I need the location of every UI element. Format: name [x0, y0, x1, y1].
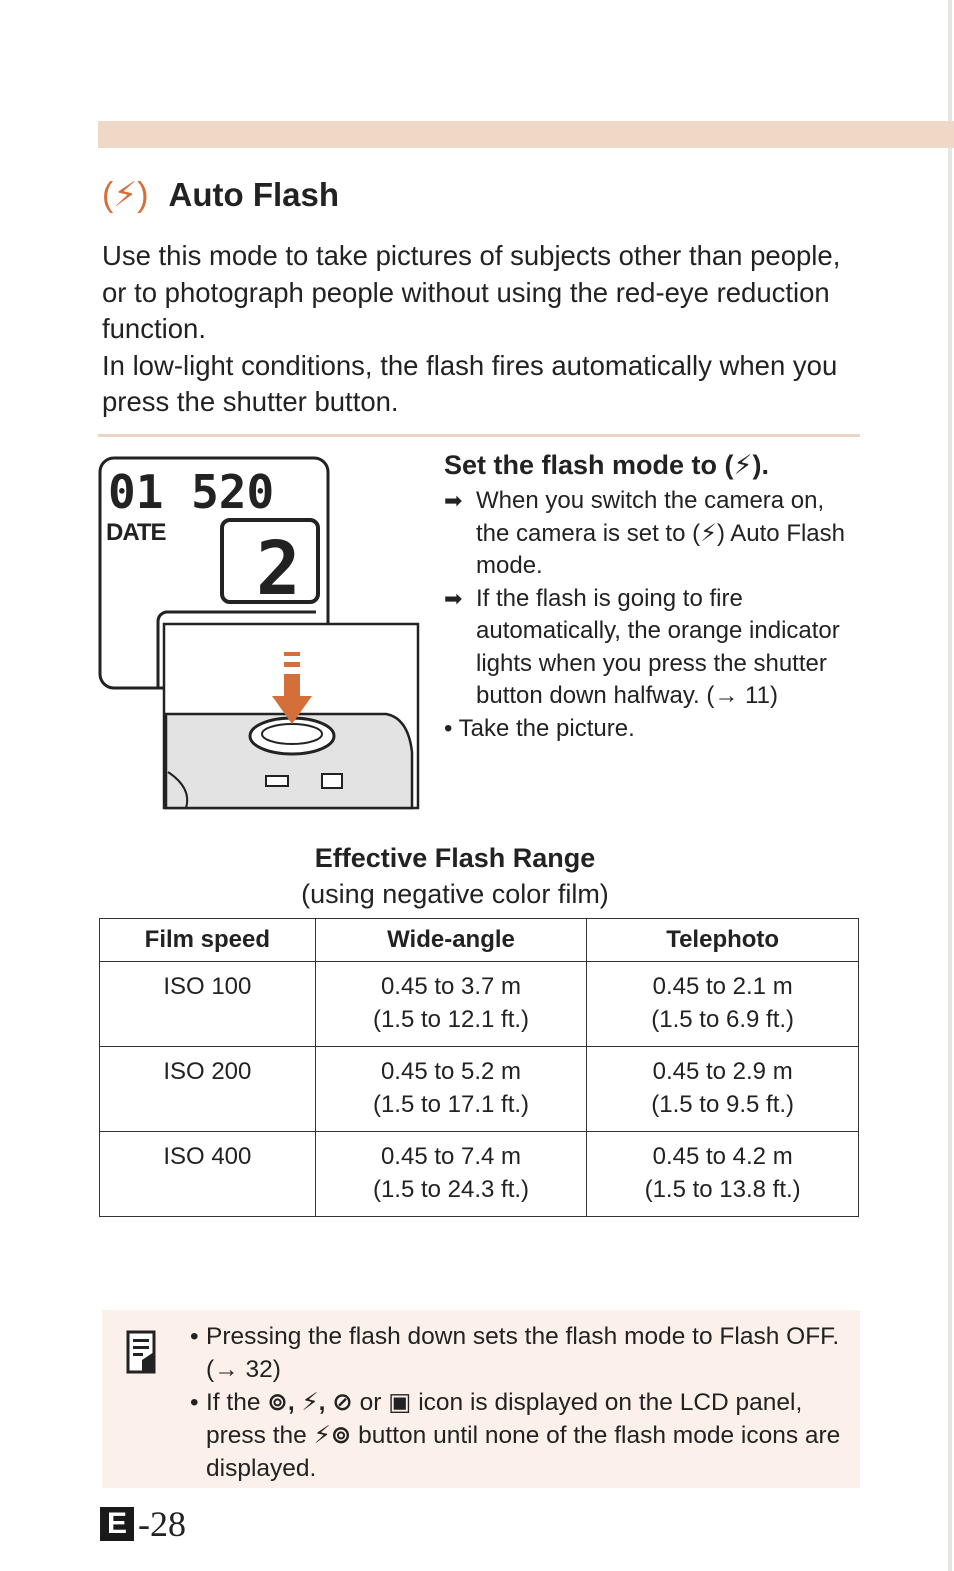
wide-angle-cell: [315, 1047, 587, 1132]
arrow-dash-1: [284, 652, 300, 656]
arrow-right-icon: ➡: [444, 488, 463, 513]
table-row: [100, 1047, 859, 1132]
page-number-text: -28: [138, 1504, 186, 1544]
telephoto-cell: [587, 1047, 859, 1132]
page-number: [100, 1504, 186, 1544]
intro-text: [102, 238, 862, 421]
flash-off-icon: ⊘: [332, 1389, 353, 1416]
step-bullet: • Take the picture.: [444, 714, 635, 742]
film-speed-cell: ISO 400: [100, 1132, 316, 1217]
range-subtitle: (using negative color film): [301, 879, 609, 909]
header-film-speed: Film speed: [100, 919, 316, 962]
step-title: Set the flash mode to (⚡).: [444, 450, 769, 480]
scene-mode-icon: ▣: [388, 1389, 412, 1416]
note-item-2-part-c: icon is displayed on the LCD panel, press the: [206, 1389, 803, 1449]
divider: [98, 434, 860, 437]
lcd-digits: 01 520: [108, 465, 275, 519]
note-box: [102, 1310, 860, 1488]
range-heading: [0, 840, 954, 912]
wide-ft: (1.5 to 24.3 ft.): [372, 1176, 530, 1203]
wide-ft: (1.5 to 12.1 ft.): [372, 1006, 530, 1033]
range-title: Effective Flash Range: [314, 843, 596, 873]
note-item-2: [190, 1386, 850, 1485]
table-row: [100, 962, 859, 1047]
intro-paragraph-1: Use this mode to take pictures of subjects other than people, or to photograph people without using the red-eye reduction function.: [102, 240, 841, 344]
page-edge: [948, 0, 952, 1571]
arrow-dash-2: [284, 662, 300, 667]
flash-icon: ⚡,: [301, 1389, 326, 1416]
auto-flash-icon: (⚡): [102, 176, 149, 214]
lcd-counter: 2: [256, 526, 301, 612]
section-title-text: Auto Flash: [168, 176, 340, 213]
camera-illustration: [96, 452, 426, 812]
table-header-row: [100, 919, 859, 962]
tele-ft: (1.5 to 9.5 ft.): [651, 1091, 795, 1118]
section-title: [102, 170, 339, 220]
steps-block: [444, 450, 864, 745]
wide-ft: (1.5 to 17.1 ft.): [372, 1091, 530, 1118]
film-speed-cell: ISO 200: [100, 1047, 316, 1132]
arrow-shaft: [284, 674, 300, 696]
note-list: [190, 1320, 850, 1485]
tele-m: 0.45 to 2.9 m: [652, 1058, 793, 1085]
note-item-2-part-b: or: [359, 1389, 382, 1416]
wide-angle-cell: [315, 1132, 587, 1217]
flash-range-table: [99, 918, 859, 1217]
wide-m: 0.45 to 3.7 m: [380, 973, 522, 1000]
table-row: [100, 1132, 859, 1217]
battery-indicator: [266, 776, 288, 786]
wide-angle-cell: [315, 962, 587, 1047]
step-item-1-text: When you switch the camera on, the camera is set to (⚡) Auto Flash mode.: [476, 487, 845, 579]
step-item-2: [444, 583, 864, 713]
tele-m: 0.45 to 2.1 m: [652, 973, 793, 1000]
note-item-1-text: Pressing the flash down sets the flash mode to Flash OFF. (→ 32): [206, 1323, 840, 1383]
wide-m: 0.45 to 7.4 m: [380, 1143, 522, 1170]
tele-m: 0.45 to 4.2 m: [652, 1143, 793, 1170]
header-wide-angle: Wide-angle: [315, 919, 587, 962]
step-item-1: [444, 485, 864, 583]
film-speed-cell: ISO 100: [100, 962, 316, 1047]
section-header-band: [98, 121, 954, 148]
shutter-button-top: [262, 724, 322, 744]
tele-ft: (1.5 to 13.8 ft.): [644, 1176, 801, 1203]
flash-indicator: [322, 774, 342, 788]
note-item-1: [190, 1320, 850, 1386]
note-item-2-part-a: If the: [206, 1389, 261, 1416]
arrow-right-icon: ➡: [444, 585, 463, 611]
lcd-date-label: DATE: [106, 519, 166, 546]
tele-ft: (1.5 to 6.9 ft.): [651, 1006, 795, 1033]
telephoto-cell: [587, 1132, 859, 1217]
header-telephoto: Telephoto: [587, 919, 859, 962]
wide-m: 0.45 to 5.2 m: [380, 1058, 522, 1085]
red-eye-icon: ⊚,: [267, 1389, 295, 1416]
memo-icon: [126, 1330, 156, 1374]
step-item-2-text: If the flash is going to fire automatically, the orange indicator lights when you press the shutter button down halfway. (→ 11): [476, 584, 840, 709]
telephoto-cell: [587, 962, 859, 1047]
flash-button-icon: ⚡⊚: [313, 1422, 352, 1449]
language-badge: E: [100, 1507, 134, 1541]
intro-paragraph-2: In low-light conditions, the flash fires automatically when you press the shutter button.: [102, 349, 838, 417]
note-item-2-part-d: button until none of the flash mode icons are displayed.: [206, 1422, 841, 1482]
